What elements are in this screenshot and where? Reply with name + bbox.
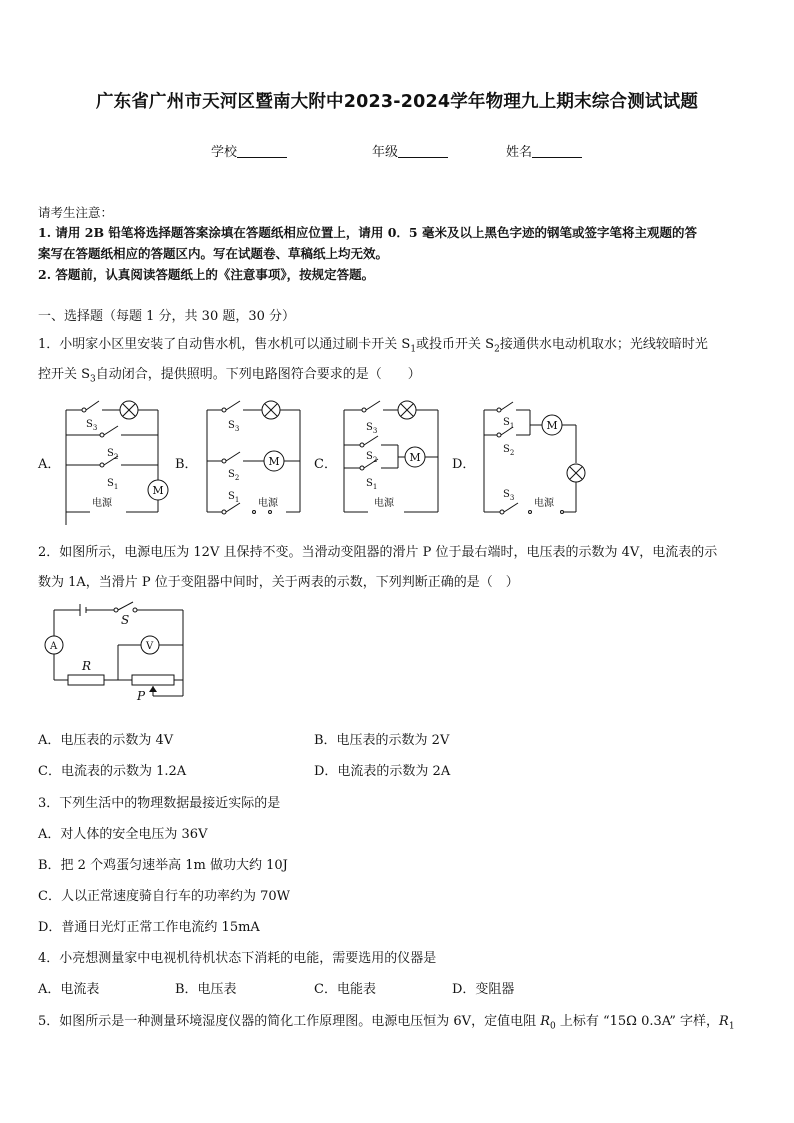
circuit-a xyxy=(66,401,168,525)
name-label: 姓名 xyxy=(506,145,533,160)
q1-line2: 控开关 $S_3$自动闭合，提供照明。下列电路图符合要求的是（ ） xyxy=(38,367,421,385)
q4-option-d[interactable]: D．变阻器 xyxy=(452,982,515,997)
q3-stem: 3．下列生活中的物理数据最接近实际的是 xyxy=(38,796,281,811)
label-d-s3: $S_3$ xyxy=(503,489,515,502)
q4-option-a[interactable]: A．电流表 xyxy=(38,982,100,997)
q4-option-c[interactable]: C．电能表 xyxy=(314,982,376,997)
q3-option-b[interactable]: B．把 2 个鸡蛋匀速举高 1m 做功大约 10J xyxy=(38,858,288,873)
circuit-c xyxy=(344,401,438,512)
q1-option-a-label[interactable]: A． xyxy=(38,457,61,472)
q2-line1: 2．如图所示，电源电压为 12V 且保持不变。当滑动变阻器的滑片 P 位于最右端时，电压表的示数为 4V，电流表的示 xyxy=(38,545,718,560)
label-b-s1: $S_1$ xyxy=(228,491,240,504)
q2-resistor-label: R xyxy=(82,659,92,673)
q2-option-d[interactable]: D．电流表的示数为 2A xyxy=(314,764,451,779)
label-a-s2: $S_2$ xyxy=(107,448,119,461)
q2-switch-label: S xyxy=(121,613,130,627)
q2-voltmeter-label: V xyxy=(146,641,154,652)
name-blank[interactable] xyxy=(532,144,582,158)
label-b-s3: $S_3$ xyxy=(228,420,240,433)
q2-line2: 数为 1A，当滑片 P 位于变阻器中间时，关于两表的示数，下列判断正确的是（ ） xyxy=(38,575,519,590)
notice-item1-line1: 1. 请用 2B 铅笔将选择题答案涂填在答题纸相应位置上，请用 0．5 毫米及以上黑色字迹的钢笔或签字笔将主观题的答 xyxy=(38,225,697,240)
q3-option-a[interactable]: A．对人体的安全电压为 36V xyxy=(38,827,208,842)
q2-ammeter-label: A xyxy=(50,641,58,652)
switch-icon xyxy=(114,608,118,612)
section-heading: 一、选择题（每题 1 分，共 30 题，30 分） xyxy=(38,309,296,324)
label-c-s3: $S_3$ xyxy=(366,422,378,435)
q4-option-b[interactable]: B．电压表 xyxy=(175,982,237,997)
resistor-r-icon xyxy=(68,675,104,685)
q2-option-b[interactable]: B．电压表的示数为 2V xyxy=(314,733,450,748)
q1-line1: 1．小明家小区里安装了自动售水机，售水机可以通过刷卡开关 $S_1$或投币开关 $S_2$接通供水电动机取水；光线较暗时光 xyxy=(38,337,708,355)
q3-option-d[interactable]: D．普通日光灯正常工作电流约 15mA xyxy=(38,920,260,935)
power-label-c: 电源 xyxy=(374,498,394,509)
q2-circuit-diagram xyxy=(38,600,198,710)
label-b-s2: $S_2$ xyxy=(228,469,240,482)
circuit-b xyxy=(207,401,300,514)
slider-arrow-icon xyxy=(149,686,157,692)
q4-stem: 4．小亮想测量家中电视机待机状态下消耗的电能，需要选用的仪器是 xyxy=(38,951,437,966)
label-d-s1: $S_1$ xyxy=(503,417,515,430)
motor-label-b: M xyxy=(268,455,280,468)
q1-option-c-label[interactable]: C． xyxy=(314,457,337,472)
school-blank[interactable] xyxy=(237,144,287,158)
motor-label-a: M xyxy=(152,484,164,497)
power-label-b: 电源 xyxy=(258,498,278,509)
grade-blank[interactable] xyxy=(398,144,448,158)
q2-option-a[interactable]: A．电压表的示数为 4V xyxy=(38,733,174,748)
label-c-s2: $S_2$ xyxy=(366,451,378,464)
q2-slider-label: P xyxy=(137,689,146,703)
notice-item2: 2. 答题前，认真阅读答题纸上的《注意事项》，按规定答题。 xyxy=(38,267,375,282)
q2-option-c[interactable]: C．电流表的示数为 1.2A xyxy=(38,764,187,779)
grade-field xyxy=(372,141,448,160)
label-c-s1: $S_1$ xyxy=(366,478,378,491)
notice-heading: 请考生注意： xyxy=(38,205,114,220)
page-title: 广东省广州市天河区暨南大附中2023-2024学年物理九上期末综合测试试题 xyxy=(95,92,699,112)
power-label-d: 电源 xyxy=(534,498,554,509)
rheostat-icon xyxy=(132,675,174,685)
q3-option-c[interactable]: C．人以正常速度骑自行车的功率约为 70W xyxy=(38,889,290,904)
q1-circuit-diagrams xyxy=(0,395,794,525)
power-label-a: 电源 xyxy=(92,498,112,509)
name-field xyxy=(506,141,582,160)
motor-label-d: M xyxy=(546,419,558,432)
school-field xyxy=(211,141,287,160)
label-a-s1: $S_1$ xyxy=(107,478,119,491)
motor-label-c: M xyxy=(409,451,421,464)
q1-option-d-label[interactable]: D． xyxy=(452,457,476,472)
q5-line1: 5．如图所示是一种测量环境湿度仪器的简化工作原理图。电源电压恒为 6V，定值电阻 $R_0$ 上标有 “15Ω 0.3A” 字样，$R_1$ xyxy=(38,1014,735,1032)
label-d-s2: $S_2$ xyxy=(503,444,515,457)
grade-label: 年级 xyxy=(372,145,399,160)
q1-option-b-label[interactable]: B． xyxy=(175,457,198,472)
label-a-s3: $S_3$ xyxy=(86,419,98,432)
notice-item1-line2: 案写在答题纸相应的答题区内。写在试题卷、草稿纸上均无效。 xyxy=(38,246,389,261)
school-label: 学校 xyxy=(211,145,238,160)
